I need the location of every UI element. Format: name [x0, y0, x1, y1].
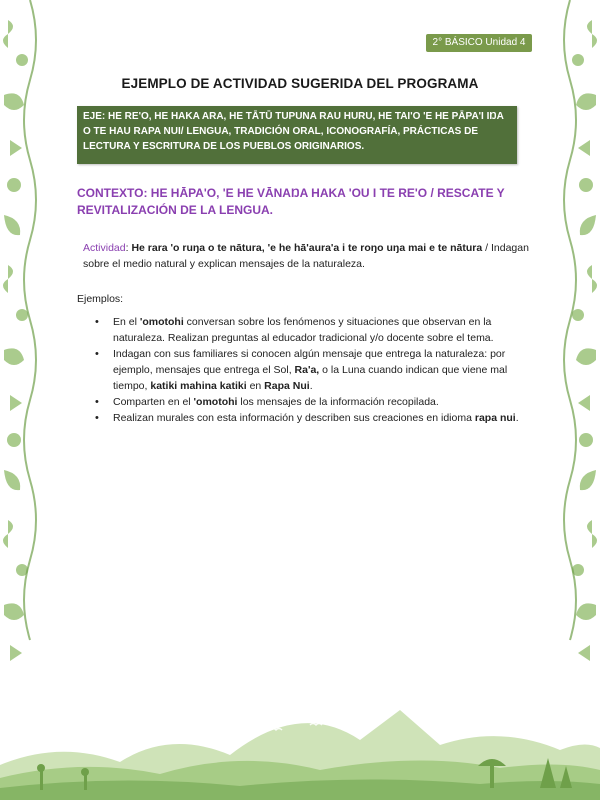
- example-text: conversan sobre los fenómenos y situaciones que observan en la naturaleza. Realizan preguntas al educador tradicional y/o docente sobre el tema.: [113, 316, 494, 344]
- example-bold-term: Ra'a,: [294, 364, 320, 376]
- example-text: en: [246, 380, 265, 392]
- actividad-separator: /: [482, 242, 491, 254]
- actividad-description: Indagan sobre el medio natural y explican mensajes de la naturaleza.: [83, 242, 529, 270]
- example-text: En el: [113, 316, 140, 328]
- example-bold-term: 'omotohi: [139, 316, 184, 328]
- actividad-paragraph: [83, 240, 543, 272]
- ejemplos-label: Ejemplos:: [77, 293, 124, 305]
- eje-box: EJE: HE RE'O, HE HAKA ARA, HE TĀTŪ TUPUNA RAU HURU, HE TAI'O 'E HE PĀPA'I IŊA O TE HAU RAPA NUI/ LENGUA, TRADICIÓN ORAL, ICONOGRAFÍA, PRÁCTICAS DE LECTURA Y ESCRITURA DE LOS PUEBLOS ORIGINARIOS.: [77, 106, 517, 164]
- actividad-label: Actividad: [83, 242, 126, 254]
- example-text: .: [515, 412, 519, 424]
- actividad-title-rapanui: He rara 'o ruŋa o te nātura, 'e he hā'aura'a i te roŋo uŋa mai e te nātura: [131, 242, 483, 254]
- example-text: Comparten en el: [113, 396, 194, 408]
- contexto-heading: CONTEXTO: HE HĀPA'O, 'E HE VĀNAŊA HAKA 'OU I TE RE'O / RESCATE Y REVITALIZACIÓN DE LA LENGUA.: [77, 186, 505, 217]
- actividad-colon: :: [125, 242, 132, 254]
- example-text: o la Luna cuando indican que viene mal tiempo,: [113, 364, 508, 392]
- list-item: [93, 314, 538, 346]
- list-item: [93, 346, 538, 394]
- list-item: [93, 410, 538, 426]
- page-title: EJEMPLO DE ACTIVIDAD SUGERIDA DEL PROGRAMA: [121, 76, 479, 91]
- example-text: .: [309, 380, 313, 392]
- landscape-illustration: [0, 670, 600, 800]
- example-bold-term: katiki mahina katiki: [150, 380, 247, 392]
- examples-list: [93, 314, 538, 426]
- list-item: [93, 394, 538, 410]
- example-bold-term: Rapa Nui: [264, 380, 310, 392]
- example-text: Realizan murales con esta información y describen sus creaciones en idioma: [113, 412, 475, 424]
- example-text: los mensajes de la información recopilada.: [237, 396, 439, 408]
- unit-tag: 2° BÁSICO Unidad 4: [426, 34, 532, 52]
- example-bold-term: rapa nui: [474, 412, 516, 424]
- example-bold-term: 'omotohi: [193, 396, 238, 408]
- example-text: Indagan con sus familiares si conocen algún mensaje que entrega la naturaleza: por ejemplo, mensajes que entrega el Sol,: [113, 348, 506, 376]
